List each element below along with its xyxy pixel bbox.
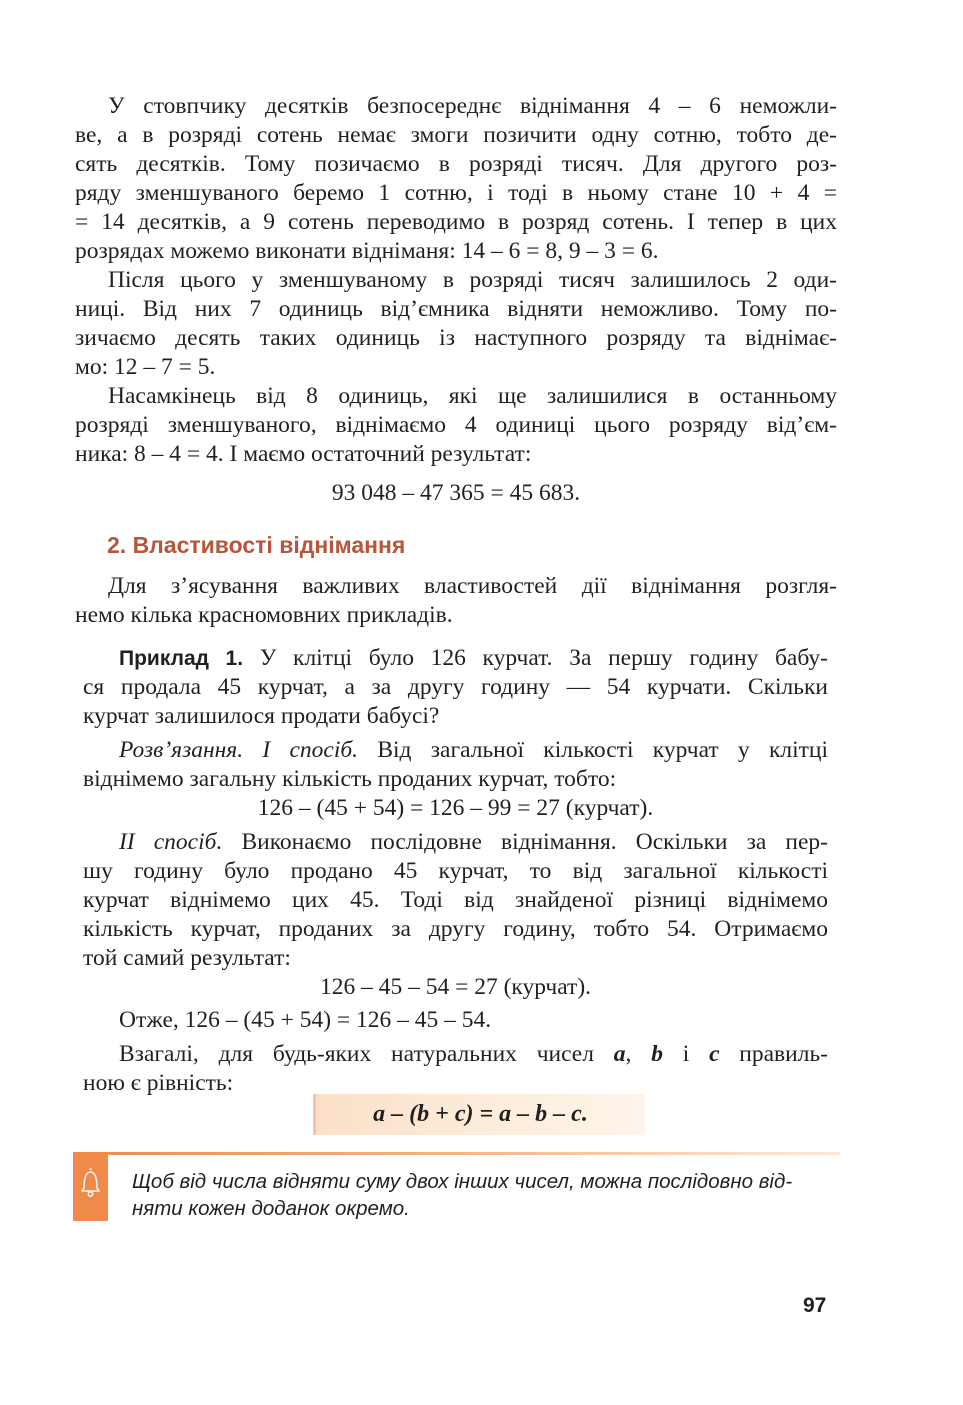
general-after: правиль-	[719, 1041, 828, 1067]
para3-line-2: розряді зменшуваного, віднімаємо 4 одиниці цього розряду від’єм-	[75, 412, 837, 438]
var-a: a	[613, 1041, 626, 1067]
solution2-line-3: курчат віднімемо цих 45. Тоді від знайденої різниці віднімемо	[83, 887, 828, 913]
para2-line-2: ниці. Від них 7 одиниць від’ємника відняти неможливо. Тому по-	[75, 296, 837, 322]
solution2-italic: ІІ спосіб.	[119, 829, 223, 855]
solution2-text: Виконаємо послідовне віднімання. Оскільки за пер-	[222, 829, 828, 855]
general-before: Взагалі, для будь-яких натуральних чисел	[119, 1041, 614, 1067]
solution1-formula: 126 – (45 + 54) = 126 – 99 = 27 (курчат).	[257, 795, 654, 821]
solution2-line-1	[83, 828, 828, 857]
para1-line-5: = 14 десятків, а 9 сотень переводимо в розряд сотень. І тепер в цих	[75, 209, 837, 235]
general-line-1	[83, 1040, 828, 1069]
rule-divider	[73, 1152, 840, 1155]
intro-line-2: немо кілька красномовних прикладів.	[75, 602, 453, 628]
solution2-line-2: шу годину було продано 45 курчат, то від загальної кількості	[83, 858, 828, 884]
para1-line-3: сять десятків. Тому позичаємо в розряді тисяч. Для другого роз-	[75, 151, 837, 177]
example-line-1	[83, 644, 828, 673]
rule-note-line-2: няти кожен доданок окремо.	[132, 1197, 410, 1220]
rule-note-line-1: Щоб від числа відняти суму двох інших чисел, можна послідовно від-	[132, 1170, 793, 1193]
example-line-3: курчат залишилося продати бабусі?	[83, 703, 440, 729]
example-line-2: ся продала 45 курчат, а за другу годину — 54 курчати. Скільки	[83, 674, 828, 700]
para1-line-2: ве, а в розряді сотень немає змоги позичити одну сотню, тобто де-	[75, 122, 837, 148]
para1-line-4: ряду зменшуваного беремо 1 сотню, і тоді в ньому стане 10 + 4 =	[75, 180, 837, 206]
rule-marker	[73, 1152, 108, 1221]
intro-line-1: Для з’ясування важливих властивостей дії віднімання розгля-	[108, 573, 837, 599]
para2-line-4: мо: 12 – 7 = 5.	[75, 354, 216, 380]
boxed-formula: a – (b + c) = a – b – c.	[373, 1101, 588, 1127]
general-and: і	[662, 1041, 710, 1067]
solution1-italic: Розв’язання. І спосіб.	[119, 737, 359, 763]
para3-line-1: Насамкінець від 8 одиниць, які ще залишилися в останньому	[108, 383, 837, 409]
solution1-line-2: віднімемо загальну кількість проданих курчат, тобто:	[83, 766, 617, 792]
var-c: c	[709, 1041, 720, 1067]
example-label: Приклад 1.	[119, 647, 244, 670]
para1-line-6: розрядах можемо виконати відніманя: 14 – 6 = 8, 9 – 3 = 6.	[75, 238, 659, 264]
example-text: У клітці було 126 курчат. За першу годину бабу-	[243, 645, 828, 671]
general-comma: ,	[625, 1041, 652, 1067]
result-formula: 93 048 – 47 365 = 45 683.	[331, 480, 581, 506]
page-number: 97	[803, 1294, 827, 1317]
para2-line-3: зичаємо десять таких одиниць із наступного розряду та віднімає-	[75, 325, 837, 351]
conclusion-line: Отже, 126 – (45 + 54) = 126 – 45 – 54.	[119, 1007, 492, 1033]
solution1-text: Від загальної кількості курчат у клітці	[358, 737, 828, 763]
para3-line-3: ника: 8 – 4 = 4. І маємо остаточний результат:	[75, 441, 532, 467]
solution2-line-5: той самий результат:	[83, 945, 291, 971]
bell-icon	[79, 1166, 102, 1198]
general-line-2: ною є рівність:	[83, 1070, 234, 1096]
section-heading: 2. Властивості віднімання	[107, 532, 406, 558]
formula-highlight-box	[313, 1094, 645, 1135]
solution2-line-4: кількість курчат, проданих за другу годину, тобто 54. Отримаємо	[83, 916, 828, 942]
var-b: b	[651, 1041, 663, 1067]
para1-line-1: У стовпчику десятків безпосереднє віднімання 4 – 6 неможли-	[108, 93, 837, 119]
solution1-line-1	[83, 736, 828, 765]
para2-line-1: Після цього у зменшуваному в розряді тисяч залишилось 2 оди-	[108, 267, 837, 293]
solution2-formula: 126 – 45 – 54 = 27 (курчат).	[319, 974, 592, 1000]
